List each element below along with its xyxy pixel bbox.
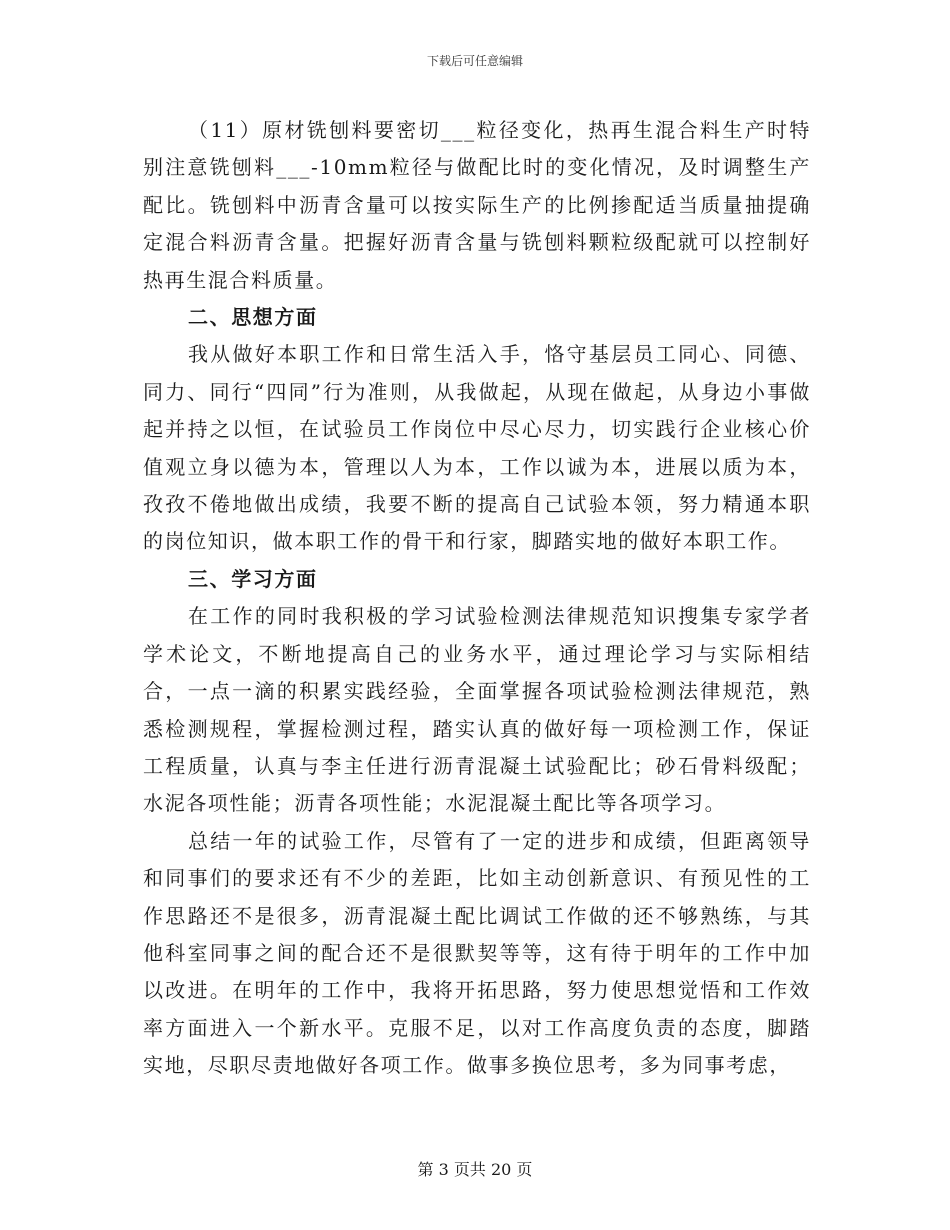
document-body (143, 112, 811, 1085)
page-number: 第 3 页共 20 页 (417, 1160, 533, 1179)
paragraph-study: 在工作的同时我积极的学习试验检测法律规范知识搜集专家学者学术论文，不断地提高自己的业务水平，通过理论学习与实际相结合，一点一滴的积累实践经验，全面掌握各项试验检测法律规范，熟悉检测规程，掌握检测过程，踏实认真的做好每一项检测工作，保证工程质量，认真与李主任进行沥青混凝土试验配比；砂石骨料级配；水泥各项性能；沥青各项性能；水泥混凝土配比等各项学习。 (143, 604, 811, 816)
paragraph-summary: 总结一年的试验工作，尽管有了一定的进步和成绩，但距离领导和同事们的要求还有不少的差距，比如主动创新意识、有预见性的工作思路还不是很多，沥青混凝土配比调试工作做的还不够熟练，与其他科室同事之间的配合还不是很默契等等，这有待于明年的工作中加以改进。在明年的工作中，我将开拓思路，努力使思想觉悟和工作效率方面进入一个新水平。克服不足，以对工作高度负责的态度，脚踏实地，尽职尽责地做好各项工作。做事多换位思考，多为同事考虑， (143, 828, 811, 1078)
section-heading-thought: 二、思想方面 (188, 305, 318, 330)
page-header: 下载后可任意编辑 (426, 54, 523, 68)
section-heading-study: 三、学习方面 (188, 566, 318, 591)
paragraph-thought: 我从做好本职工作和日常生活入手，恪守基层员工同心、同德、同力、同行“四同”行为准则，从我做起，从现在做起，从身边小事做起并持之以恒，在试验员工作岗位中尽心尽力，切实践行企业核心价值观立身以德为本，管理以人为本，工作以诚为本，进展以质为本，孜孜不倦地做出成绩，我要不断的提高自己试验本领，努力精通本职的岗位知识，做本职工作的骨干和行家，脚踏实地的做好本职工作。 (143, 342, 811, 554)
paragraph-milling-material: （11）原材铣刨料要密切___粒径变化，热再生混合料生产时特别注意铣刨料___-10mm粒径与做配比时的变化情况，及时调整生产配比。铣刨料中沥青含量可以按实际生产的比例掺配适当质量抽提确定混合料沥青含量。把握好沥青含量与铣刨料颗粒级配就可以控制好热再生混合料质量。 (143, 118, 811, 292)
